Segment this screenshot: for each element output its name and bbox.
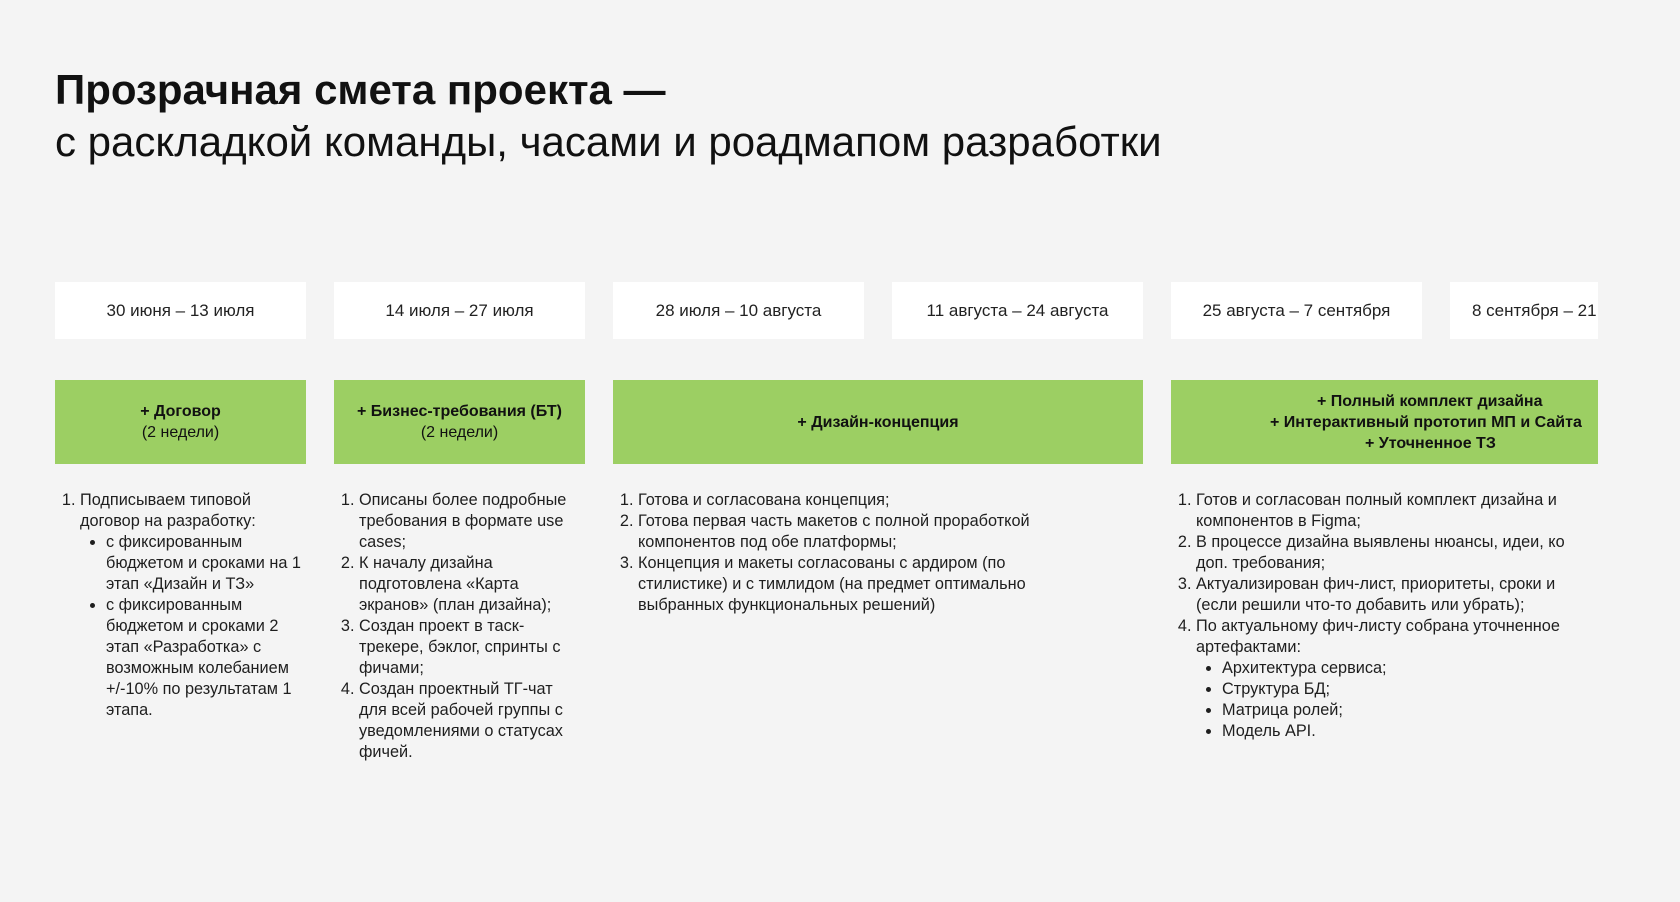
list-item: 3. Создан проект в таск-трекере, бэклог, спринты с фичами; [359,616,585,679]
milestone-business-requirements [334,380,585,464]
list-item: 3. Актуализирован фич-лист, приоритеты, сроки и (если решили что-то добавить или убрать); [1196,574,1598,616]
list-item: • Структура БД; [1222,679,1598,700]
list-item: 4. По актуальному фич-листу собрана уточненное артефактами: • Архитектура сервиса; • Структура БД; • Матрица ролей; • Модель API. [1196,616,1598,742]
date-cell-5: 25 августа – 7 сентября [1171,282,1422,339]
list-item: 2. В процессе дизайна выявлены нюансы, идеи, ко доп. требования; [1196,532,1598,574]
milestone-duration: (2 недели) [141,424,220,441]
date-cell-3: 28 июля – 10 августа [613,282,864,339]
slide-title [55,64,1355,168]
list-item: 2. К началу дизайна подготовлена «Карта экранов» (план дизайна); [359,553,585,616]
title-line-1: Прозрачная смета проекта — [55,66,666,113]
list-item: • с фиксированным бюджетом и сроками 2 этап «Разработка» с возможным колебанием +/-10% по результатам 1 этапа. [106,595,306,721]
roadmap-timeline[interactable] [55,282,1600,822]
milestone-title-3: + Уточненное ТЗ [1365,434,1496,452]
list-item: • Модель API. [1222,721,1598,742]
milestone-title-2: + Интерактивный прототип МП и Сайта [1270,413,1582,431]
milestone-duration: (2 недели) [420,424,499,441]
milestone-design-concept [613,380,1143,464]
notes-column-4 [1171,490,1598,742]
list-item: • Матрица ролей; [1222,700,1598,721]
milestone-title-1: + Полный комплект дизайна [1317,392,1543,410]
date-cell-2: 14 июля – 27 июля [334,282,585,339]
list-item: 2. Готова первая часть макетов с полной проработкой компонентов под обе платформы; [638,511,1083,553]
date-cell-4: 11 августа – 24 августа [892,282,1143,339]
notes-column-2 [334,490,585,763]
notes-column-1 [55,490,306,721]
milestone-title: + Дизайн-концепция [797,413,959,431]
date-cell-6: 8 сентября – 21 [1450,282,1598,339]
milestone-contract [55,380,306,464]
list-item: • с фиксированным бюджетом и сроками на 1 этап «Дизайн и ТЗ» [106,532,306,595]
list-item: 4. Создан проектный ТГ-чат для всей рабочей группы с уведомлениями о статусах фичей. [359,679,585,763]
date-cell-1: 30 июня – 13 июля [55,282,306,339]
title-line-2: с раскладкой команды, часами и роадмапом разработки [55,118,1162,165]
milestone-title: + Договор [140,403,221,420]
list-item: 1. Подписываем типовой договор на разработку: • с фиксированным бюджетом и сроками на 1 этап «Дизайн и ТЗ» • с фиксированным бюджетом и сроками 2 этап «Разработка» с возможным колебанием +/-10% по результатам 1 этапа. [80,490,306,721]
list-item: 1. Описаны более подробные требования в формате use cases; [359,490,585,553]
list-item: 1. Готов и согласован полный комплект дизайна и компонентов в Figma; [1196,490,1598,532]
milestone-full-design [1171,380,1598,464]
notes-column-3 [613,490,1083,616]
list-item: 1. Готова и согласована концепция; [638,490,1083,511]
milestone-title: + Бизнес-требования (БТ) [357,403,562,420]
list-item: • Архитектура сервиса; [1222,658,1598,679]
list-item: 3. Концепция и макеты согласованы с ардиром (по стилистике) и с тимлидом (на предмет оптимально выбранных функциональных решений) [638,553,1083,616]
